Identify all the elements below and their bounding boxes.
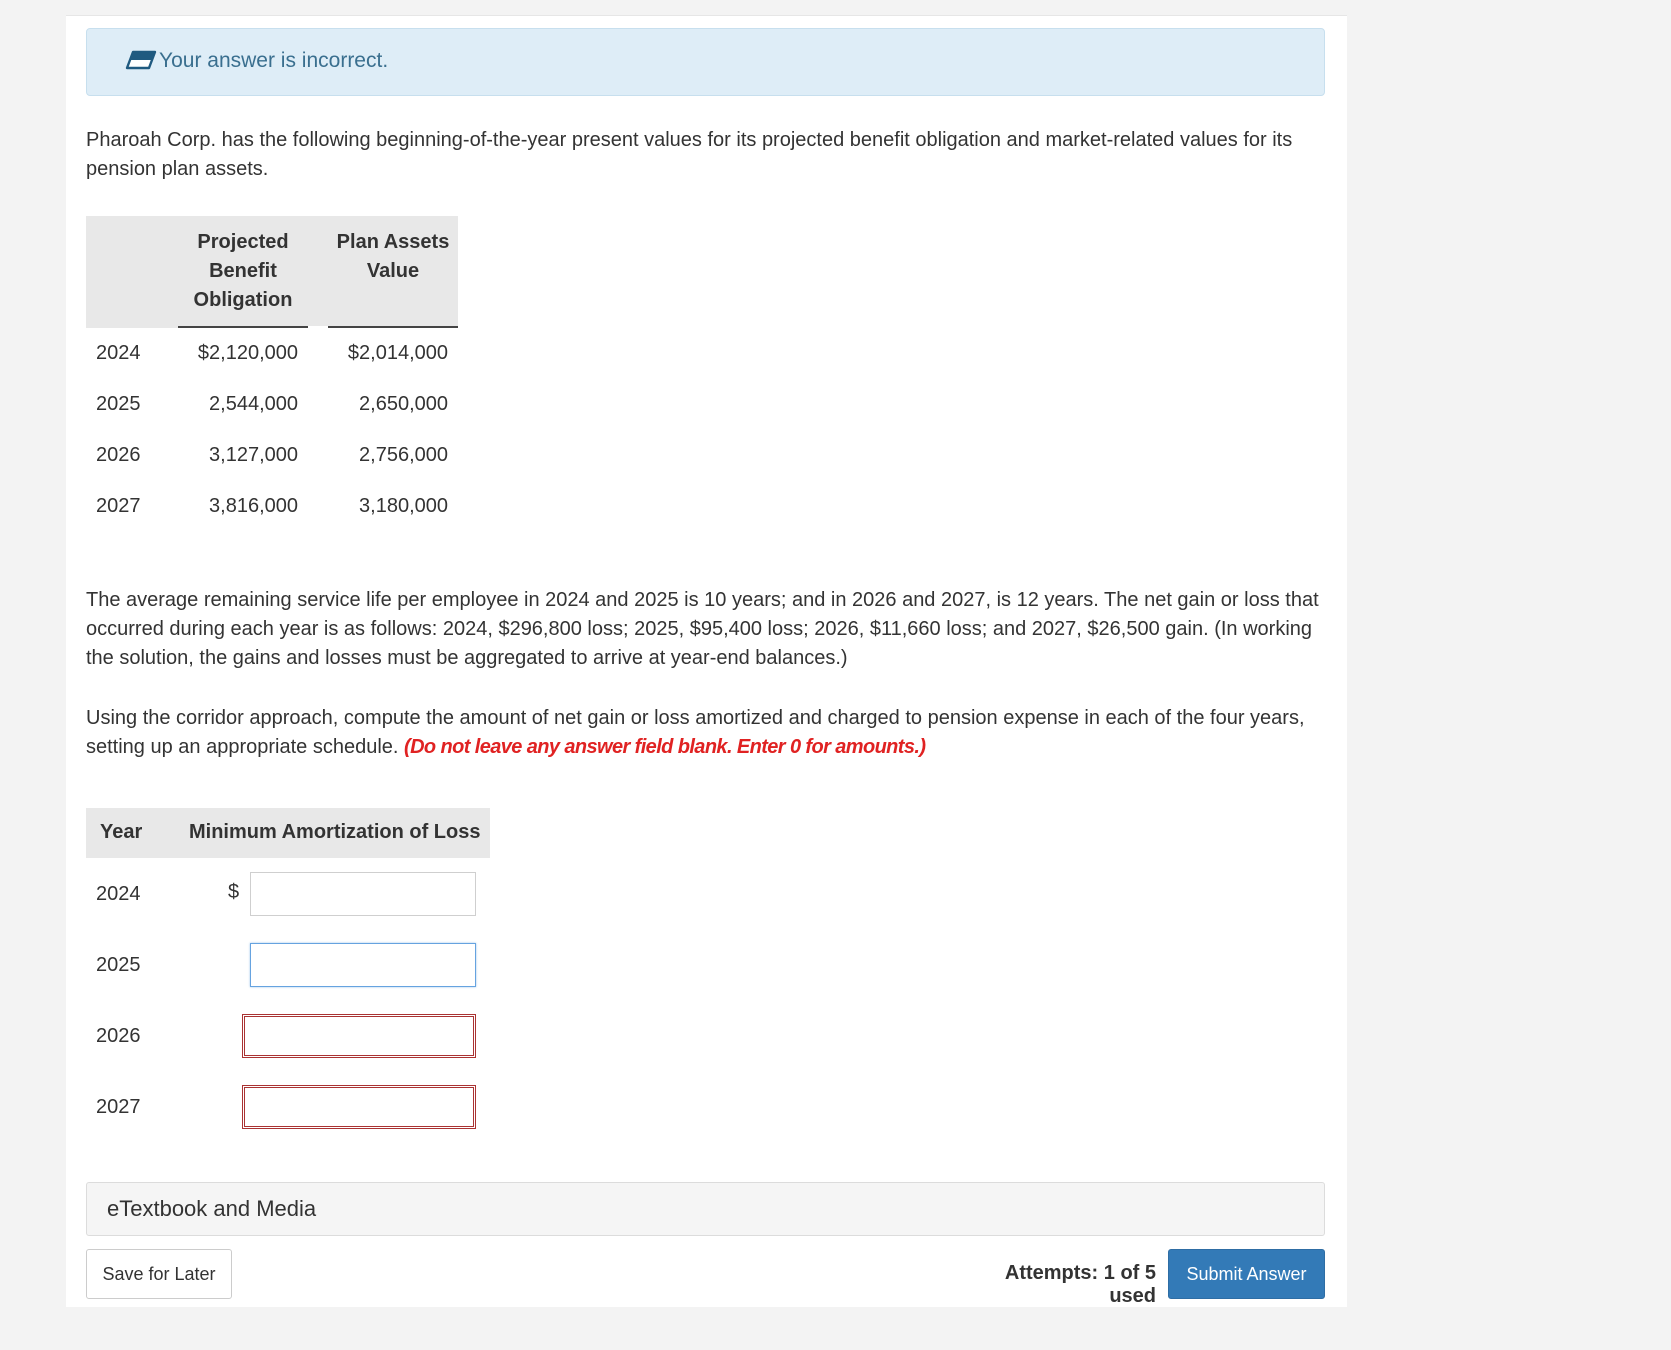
row-assets: 2,756,000 xyxy=(359,444,448,466)
table-row xyxy=(86,379,458,430)
answer-table-header xyxy=(86,808,490,858)
amortization-column-header: Minimum Amortization of Loss xyxy=(189,821,481,843)
table-row xyxy=(86,430,458,481)
amortization-input-2024[interactable] xyxy=(250,872,476,916)
eraser-icon xyxy=(125,49,157,71)
row-year: 2027 xyxy=(96,495,141,517)
row-year: 2026 xyxy=(96,444,141,466)
blank-field-warning: (Do not leave any answer field blank. Enter 0 for amounts.) xyxy=(404,736,926,758)
etextbook-media-section[interactable] xyxy=(86,1182,1325,1236)
table-row xyxy=(86,328,458,379)
submit-answer-button[interactable]: Submit Answer xyxy=(1168,1249,1325,1299)
row-year: 2025 xyxy=(96,393,141,415)
etextbook-media-label: eTextbook and Media xyxy=(107,1196,317,1221)
attempts-counter: Attempts: 1 of 5 used xyxy=(1004,1262,1156,1307)
row-year: 2026 xyxy=(96,1025,141,1047)
answer-row-2026 xyxy=(86,1000,490,1071)
currency-symbol: $ xyxy=(228,881,240,903)
question-panel xyxy=(66,15,1347,1307)
pension-data-table xyxy=(86,216,458,532)
assets-column-header: Plan Assets Value xyxy=(336,231,450,282)
alert-message: Your answer is incorrect. xyxy=(159,49,389,72)
row-year: 2027 xyxy=(96,1096,141,1118)
amortization-input-2027[interactable] xyxy=(242,1085,476,1129)
answer-row-2025 xyxy=(86,929,490,1000)
amortization-input-2025[interactable] xyxy=(250,943,476,987)
row-pbo: $2,120,000 xyxy=(197,342,298,364)
row-pbo: 3,127,000 xyxy=(209,444,298,466)
instruction-text xyxy=(86,704,1331,762)
year-column-header: Year xyxy=(100,821,143,843)
row-pbo: 2,544,000 xyxy=(209,393,298,415)
row-year: 2024 xyxy=(96,883,141,905)
problem-intro: Pharoah Corp. has the following beginning-of-the-year present values for its projected benefit obligation and market-related values for its pension plan assets. xyxy=(86,129,1293,180)
row-assets: $2,014,000 xyxy=(347,342,448,364)
answer-row-2024 xyxy=(86,858,490,929)
service-life-text: The average remaining service life per employee in 2024 and 2025 is 10 years; and in 2026 and 2027, is 12 years. The net gain or loss that occurred during each year is as follows: 2024, $296,800 loss; 2025, $95,400 loss; 2026, $11,660 loss; and 2027, $26,500 gain. (In working the solution, the gains and losses must be aggregated to arrive at year-end balances.) xyxy=(86,589,1319,669)
table-row xyxy=(86,481,458,532)
answer-row-2027 xyxy=(86,1071,490,1142)
row-assets: 3,180,000 xyxy=(359,495,448,517)
row-year: 2025 xyxy=(96,954,141,976)
pbo-column-header: Projected Benefit Obligation xyxy=(193,231,293,311)
instruction-body: Using the corridor approach, compute the amount of net gain or loss amortized and charged to pension expense in each of the four years, setting up an appropriate schedule. xyxy=(86,707,1305,758)
row-assets: 2,650,000 xyxy=(359,393,448,415)
save-for-later-button[interactable]: Save for Later xyxy=(86,1249,232,1299)
amortization-answer-table xyxy=(86,808,490,1142)
row-pbo: 3,816,000 xyxy=(209,495,298,517)
row-year: 2024 xyxy=(96,342,141,364)
incorrect-answer-alert xyxy=(86,28,1325,96)
data-table-header xyxy=(86,216,458,328)
amortization-input-2026[interactable] xyxy=(242,1014,476,1058)
